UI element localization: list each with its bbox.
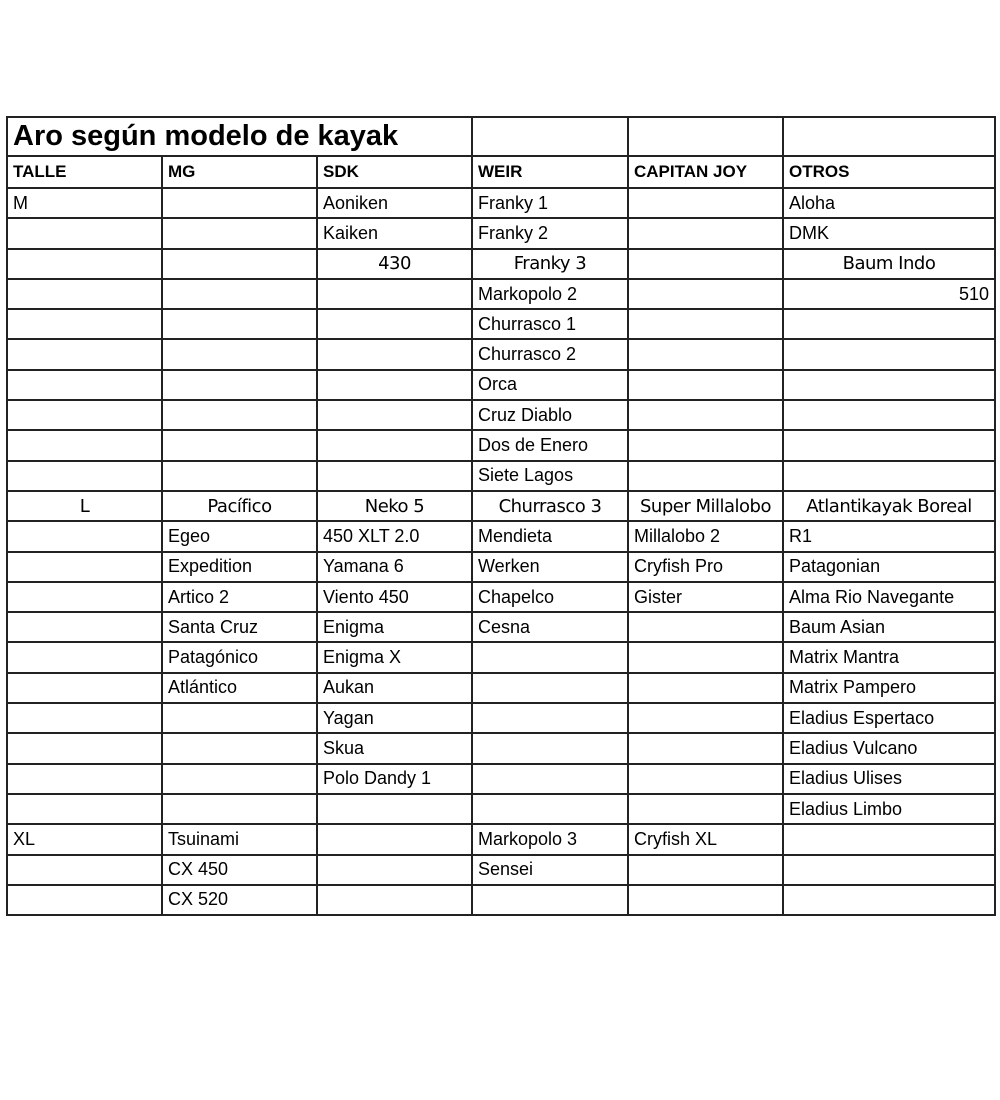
cell-sdk [317,430,472,460]
table-row [7,612,995,642]
cell-otros [783,855,995,885]
cell-otros: Eladius Vulcano [783,733,995,763]
table-row [7,673,995,703]
cell-mg [162,764,317,794]
header-row [7,156,995,188]
cell-talle [7,855,162,885]
cell-sdk [317,855,472,885]
cell-otros: Patagonian [783,552,995,582]
table-row [7,249,995,279]
empty-cell [472,117,628,156]
cell-sdk: Skua [317,733,472,763]
cell-mg [162,249,317,279]
cell-weir: Markopolo 2 [472,279,628,309]
cell-otros: Baum Indo [783,249,995,279]
cell-weir: Franky 1 [472,188,628,218]
cell-weir [472,642,628,672]
cell-mg: Atlántico [162,673,317,703]
table-row [7,188,995,218]
cell-otros: DMK [783,218,995,248]
cell-weir: Churrasco 1 [472,309,628,339]
cell-mg [162,279,317,309]
cell-mg [162,188,317,218]
cell-talle [7,552,162,582]
cell-otros [783,370,995,400]
table-row [7,491,995,521]
cell-capitan-joy: Millalobo 2 [628,521,783,551]
table-row [7,279,995,309]
cell-otros [783,885,995,915]
cell-otros: Matrix Pampero [783,673,995,703]
cell-weir: Sensei [472,855,628,885]
cell-capitan-joy [628,885,783,915]
cell-otros: Atlantikayak Boreal [783,491,995,521]
cell-weir: Franky 3 [472,249,628,279]
cell-capitan-joy: Super Millalobo [628,491,783,521]
cell-talle [7,673,162,703]
cell-mg [162,339,317,369]
cell-weir: Churrasco 3 [472,491,628,521]
cell-mg [162,703,317,733]
cell-talle [7,400,162,430]
table-row [7,824,995,854]
cell-weir: Churrasco 2 [472,339,628,369]
cell-otros: Eladius Ulises [783,764,995,794]
cell-talle [7,339,162,369]
cell-capitan-joy: Gister [628,582,783,612]
cell-otros: Matrix Mantra [783,642,995,672]
cell-weir [472,885,628,915]
cell-mg: CX 520 [162,885,317,915]
cell-sdk [317,794,472,824]
cell-capitan-joy [628,794,783,824]
cell-sdk: Neko 5 [317,491,472,521]
cell-capitan-joy [628,642,783,672]
cell-mg: Expedition [162,552,317,582]
empty-cell [783,117,995,156]
cell-otros: Alma Rio Navegante [783,582,995,612]
cell-sdk [317,279,472,309]
cell-otros: R1 [783,521,995,551]
cell-talle [7,249,162,279]
cell-capitan-joy [628,612,783,642]
cell-weir: Chapelco [472,582,628,612]
table-title: Aro según modelo de kayak [7,117,472,156]
cell-talle [7,733,162,763]
kayak-size-table [6,116,996,916]
cell-mg [162,733,317,763]
table-row [7,552,995,582]
cell-talle [7,430,162,460]
cell-mg: Patagónico [162,642,317,672]
cell-otros [783,824,995,854]
table-row [7,370,995,400]
cell-weir [472,764,628,794]
cell-capitan-joy [628,430,783,460]
cell-sdk [317,339,472,369]
cell-weir: Cesna [472,612,628,642]
cell-talle [7,612,162,642]
cell-weir: Mendieta [472,521,628,551]
cell-mg [162,430,317,460]
table-row [7,309,995,339]
header-sdk: SDK [317,156,472,188]
cell-weir: Dos de Enero [472,430,628,460]
cell-talle [7,461,162,491]
cell-capitan-joy [628,855,783,885]
cell-mg: Egeo [162,521,317,551]
header-otros: OTROS [783,156,995,188]
cell-sdk: 430 [317,249,472,279]
cell-weir: Cruz Diablo [472,400,628,430]
table-row [7,642,995,672]
cell-capitan-joy [628,188,783,218]
cell-mg [162,370,317,400]
cell-mg: Santa Cruz [162,612,317,642]
cell-otros: Baum Asian [783,612,995,642]
cell-mg: Tsuinami [162,824,317,854]
table-row [7,400,995,430]
cell-weir [472,703,628,733]
table-row [7,521,995,551]
header-talle: TALLE [7,156,162,188]
table-row [7,430,995,460]
table-row [7,764,995,794]
cell-sdk [317,824,472,854]
cell-mg [162,309,317,339]
cell-weir [472,673,628,703]
cell-capitan-joy [628,249,783,279]
cell-talle [7,279,162,309]
cell-sdk: Aoniken [317,188,472,218]
cell-sdk [317,400,472,430]
cell-capitan-joy [628,764,783,794]
cell-sdk: Aukan [317,673,472,703]
cell-talle [7,370,162,400]
cell-mg [162,218,317,248]
cell-capitan-joy [628,309,783,339]
cell-talle [7,521,162,551]
cell-otros: Eladius Espertaco [783,703,995,733]
cell-sdk [317,885,472,915]
cell-sdk: Yamana 6 [317,552,472,582]
cell-otros [783,430,995,460]
cell-mg: Artico 2 [162,582,317,612]
cell-capitan-joy [628,400,783,430]
cell-talle [7,794,162,824]
title-row [7,117,995,156]
cell-talle: XL [7,824,162,854]
cell-mg [162,794,317,824]
cell-capitan-joy [628,461,783,491]
table-row [7,582,995,612]
table-row [7,218,995,248]
cell-sdk: Yagan [317,703,472,733]
header-mg: MG [162,156,317,188]
table-row [7,339,995,369]
cell-weir: Markopolo 3 [472,824,628,854]
table-row [7,794,995,824]
table-row [7,855,995,885]
cell-otros: Aloha [783,188,995,218]
cell-capitan-joy [628,703,783,733]
cell-sdk [317,370,472,400]
cell-weir: Franky 2 [472,218,628,248]
cell-capitan-joy [628,733,783,763]
cell-sdk [317,461,472,491]
cell-capitan-joy [628,339,783,369]
cell-capitan-joy: Cryfish Pro [628,552,783,582]
cell-mg: CX 450 [162,855,317,885]
cell-mg [162,400,317,430]
cell-otros [783,461,995,491]
cell-mg [162,461,317,491]
cell-capitan-joy [628,218,783,248]
header-capitan-joy: CAPITAN JOY [628,156,783,188]
cell-capitan-joy [628,673,783,703]
cell-capitan-joy [628,370,783,400]
table-row [7,461,995,491]
cell-weir: Werken [472,552,628,582]
cell-talle [7,764,162,794]
cell-otros: 510 [783,279,995,309]
cell-talle: L [7,491,162,521]
cell-talle [7,218,162,248]
cell-weir [472,794,628,824]
header-weir: WEIR [472,156,628,188]
cell-weir: Siete Lagos [472,461,628,491]
cell-otros [783,400,995,430]
cell-mg: Pacífico [162,491,317,521]
cell-otros [783,309,995,339]
cell-sdk: Enigma X [317,642,472,672]
cell-sdk: Enigma [317,612,472,642]
cell-talle [7,885,162,915]
cell-talle: M [7,188,162,218]
cell-weir [472,733,628,763]
table-row [7,885,995,915]
cell-otros [783,339,995,369]
cell-talle [7,703,162,733]
cell-talle [7,642,162,672]
empty-cell [628,117,783,156]
table-row [7,733,995,763]
cell-sdk [317,309,472,339]
cell-sdk: 450 XLT 2.0 [317,521,472,551]
table-row [7,703,995,733]
cell-talle [7,309,162,339]
cell-otros: Eladius Limbo [783,794,995,824]
cell-capitan-joy [628,279,783,309]
cell-sdk: Kaiken [317,218,472,248]
cell-weir: Orca [472,370,628,400]
cell-capitan-joy: Cryfish XL [628,824,783,854]
cell-talle [7,582,162,612]
cell-sdk: Viento 450 [317,582,472,612]
cell-sdk: Polo Dandy 1 [317,764,472,794]
